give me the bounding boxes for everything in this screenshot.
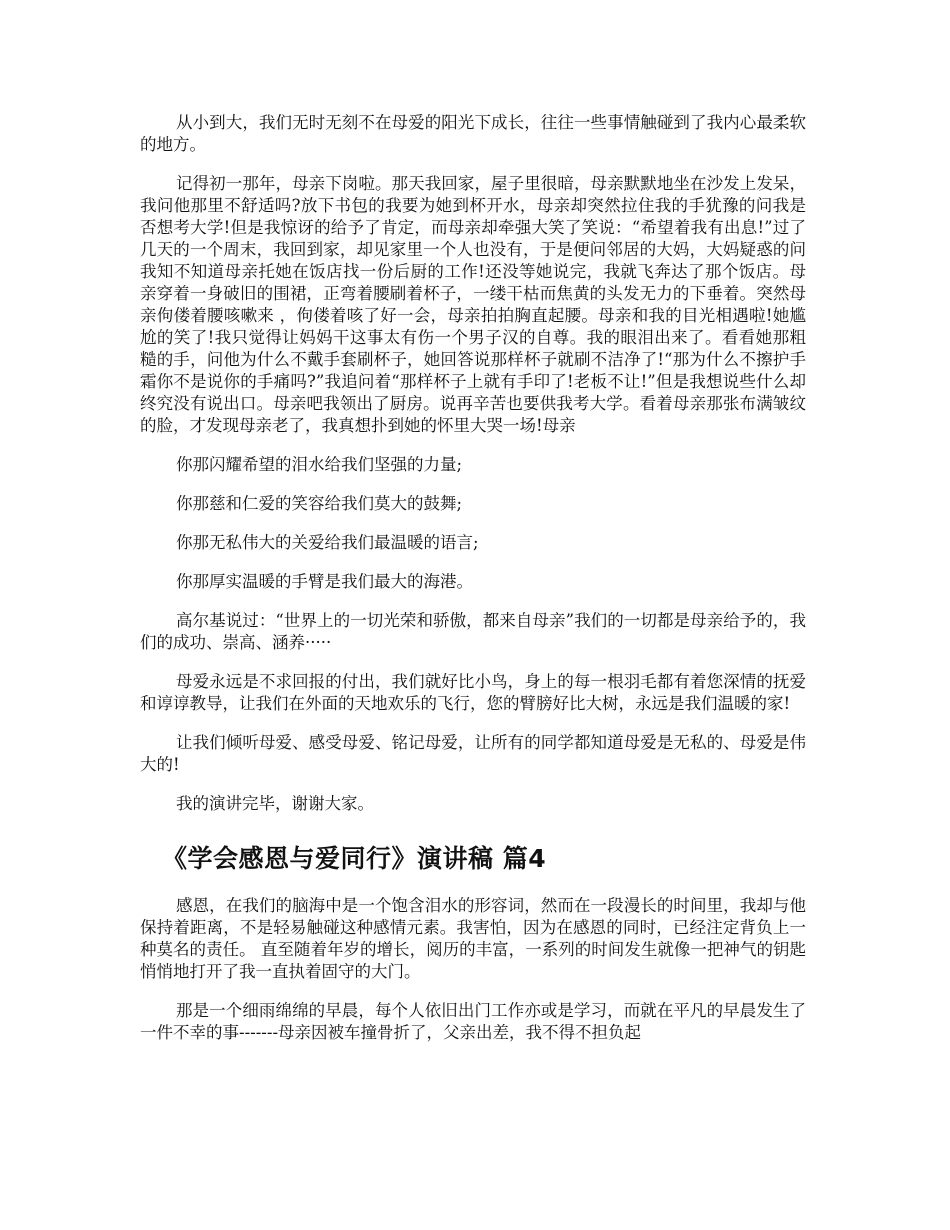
paragraph-quote: 高尔基说过：“世界上的一切光荣和骄傲，都来自母亲”我们的一切都是母亲给予的，我们的成功、崇高、涵养····· — [140, 611, 806, 652]
paragraph-verse-2: 你那慈和仁爱的笑容给我们莫大的鼓舞; — [176, 494, 463, 513]
section-heading: 《学会感恩与爱同行》演讲稿 篇4 — [162, 844, 547, 873]
paragraph-verse-3: 你那无私伟大的关爱给我们最温暖的语言; — [176, 533, 479, 552]
paragraph-mother-love: 母爱永远是不求回报的付出，我们就好比小鸟，身上的每一根羽毛都有着您深情的抚爱和谆谆教导，让我们在外面的天地欢乐的飞行，您的臂膀好比大树，永远是我们温暖的家! — [140, 672, 806, 713]
paragraph-gratitude: 感恩，在我们的脑海中是一个饱含泪水的形容词，然而在一段漫长的时间里，我却与他保持着距离，不是轻易触碰这种感情元素。我害怕，因为在感恩的同时，已经注定背负上一种莫名的责任。 直至随着年岁的增长，阅历的丰富，一系列的时间发生就像一把神气的钥匙悄悄地打开了我一直执着固守的大门。 — [140, 896, 806, 981]
paragraph-verse-1: 你那闪耀希望的泪水给我们坚强的力量; — [176, 455, 463, 474]
paragraph-morning: 那是一个细雨绵绵的早晨，每个人依旧出门工作亦或是学习，而就在平凡的早晨发生了一件不幸的事-------母亲因被车撞骨折了，父亲出差，我不得不担负起 — [140, 1001, 806, 1042]
paragraph-verse-4: 你那厚实温暖的手臂是我们最大的海港。 — [176, 572, 473, 591]
paragraph-intro: 从小到大，我们无时无刻不在母爱的阳光下成长，往往一些事情触碰到了我内心最柔软的地方。 — [140, 113, 806, 154]
document-page — [140, 112, 806, 1061]
paragraph-call-to-action: 让我们倾听母爱、感受母爱、铭记母爱，让所有的同学都知道母爱是无私的、母爱是伟大的! — [140, 733, 806, 774]
paragraph-story: 记得初一那年，母亲下岗啦。那天我回家，屋子里很暗，母亲默默地坐在沙发上发呆，我问他那里不舒适吗?放下书包的我要为她到杯开水，母亲却突然拉住我的手犹豫的问我是否想考大学!但是我惊讶的给予了肯定，而母亲却牵强大笑了笑说：“希望着我有出息!”过了几天的一个周末，我回到家，却见家里一个人也没有，于是便问邻居的大妈，大妈疑惑的问我知不知道母亲托她在饭店找一份后厨的工作!还没等她说完，我就飞奔达了那个饭店。母亲穿着一身破旧的围裙，正弯着腰刷着杯子，一缕干枯而焦黄的头发无力的下垂着。突然母亲佝偻着腰咳嗽来 ，佝偻着咳了好一会，母亲拍拍胸直起腰。母亲和我的目光相遇啦!她尴尬的笑了!我只觉得让妈妈干这事太有伤一个男子汉的自尊。我的眼泪出来了。看看她那粗糙的手，问他为什么不戴手套刷杯子，她回答说那样杯子就刷不洁净了!“那为什么不擦护手霜你不是说你的手痛吗?”我追问着“那样杯子上就有手印了!老板不让!”但是我想说些什么却终究没有说出口。母亲吧我领出了厨房。说再辛苦也要供我考大学。看着母亲那张布满皱纹的脸，才发现母亲老了，我真想扑到她的怀里大哭一场!母亲 — [140, 174, 806, 435]
paragraph-closing: 我的演讲完毕，谢谢大家。 — [176, 794, 374, 813]
